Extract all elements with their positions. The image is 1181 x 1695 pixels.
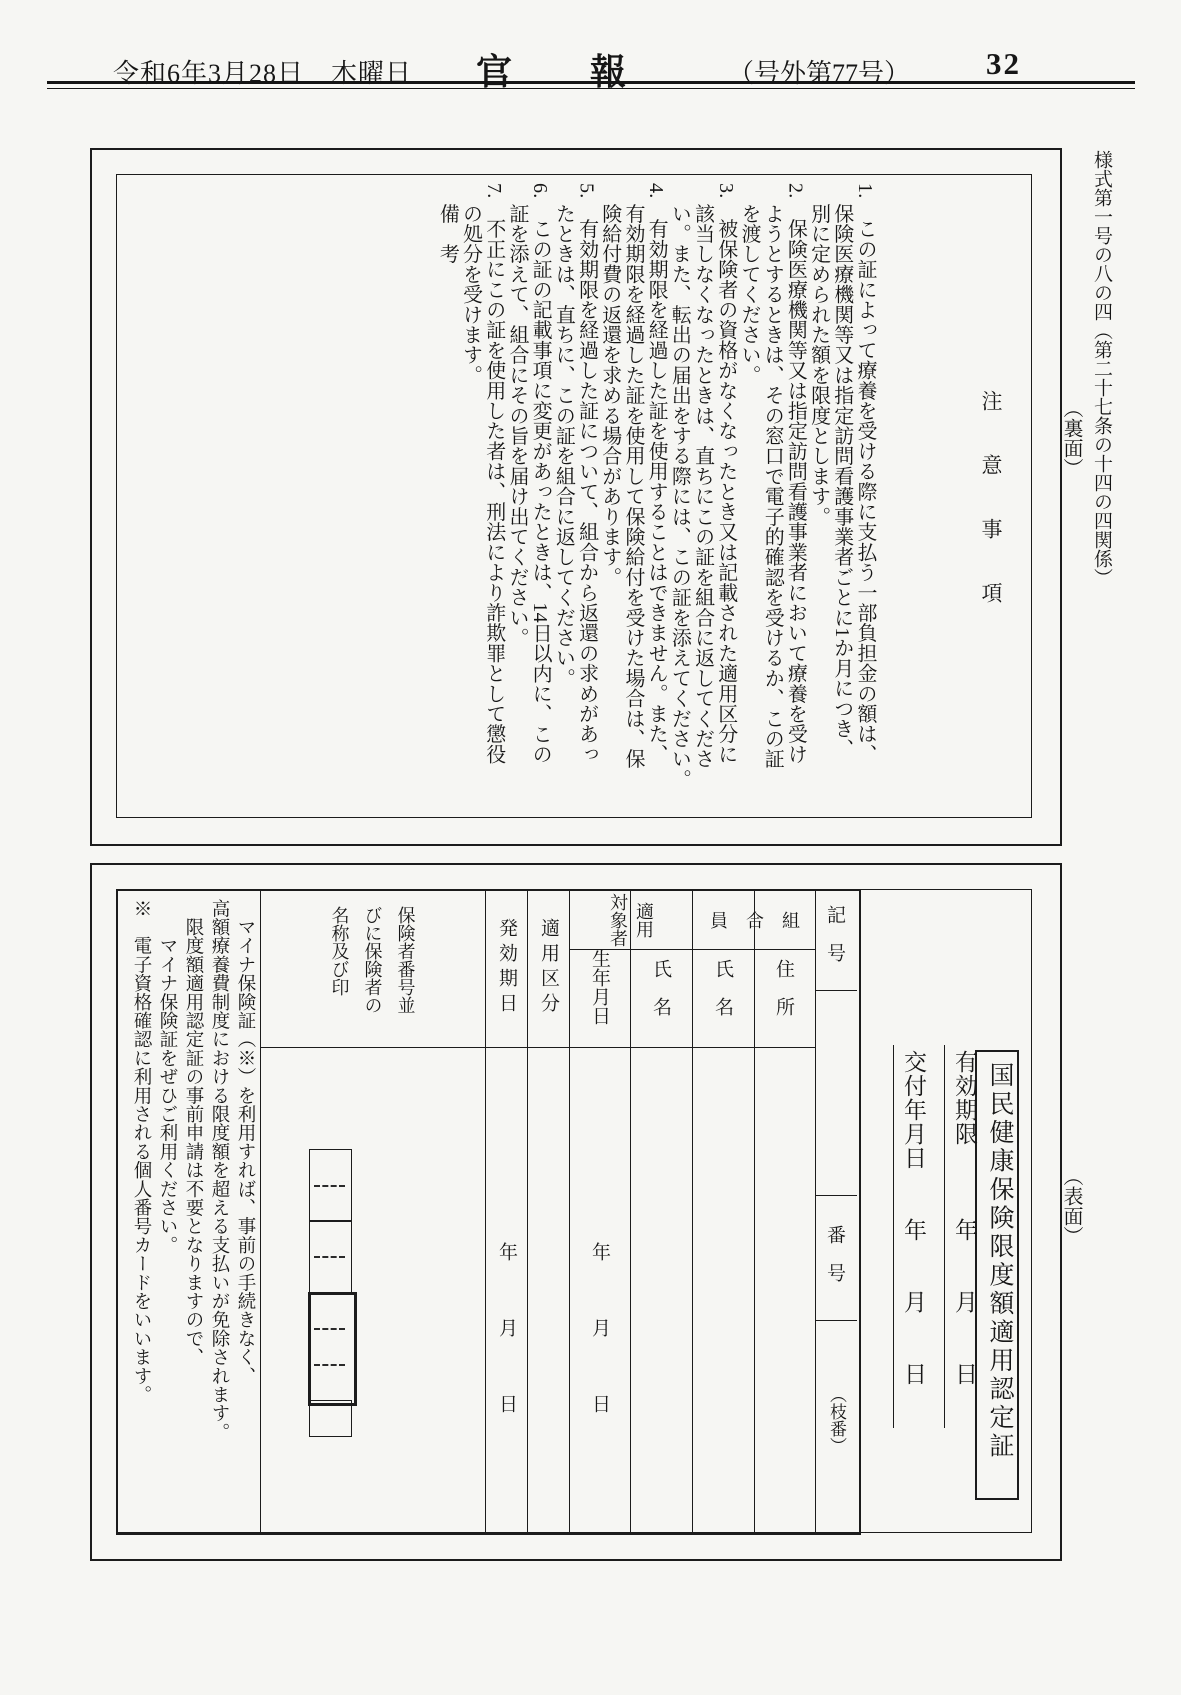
text-line: 員 (708, 911, 728, 929)
text-line: を渡してください。 (737, 183, 760, 385)
category-label: 適用区分 (538, 918, 559, 1018)
header-rule (47, 81, 1135, 89)
myna-note (126, 899, 258, 1525)
digit-dash-4 (314, 1364, 345, 1366)
text-line: 対象者 (608, 893, 628, 947)
certificate-title: 国民健康保険限度額適用認定証 (986, 1062, 1013, 1461)
col-line-4 (630, 891, 631, 1533)
text-line: ようとするときは、その窓口で電子的確認を受けるか、この証 (761, 183, 784, 769)
text-line: 2. 保険医療機関等又は指定訪問看護事業者において療養を受け (784, 183, 807, 764)
insurer-number-box-3-bold (308, 1292, 357, 1406)
col-line-3 (692, 891, 693, 1533)
text-line: たときは、直ちに、この証を組合に返してください。 (552, 183, 575, 688)
text-line: 合 (744, 911, 764, 929)
front-side-label: （表面） (1060, 1166, 1082, 1246)
symbol-divider-1 (815, 990, 857, 991)
digit-dash-3 (314, 1328, 345, 1330)
masthead-kanpo: 官 報 (476, 52, 629, 92)
subject-name-label: 氏 名 (650, 959, 671, 1016)
text-line: 1. この証によって療養を受ける際に支払う一部負担金の額は、 (854, 183, 876, 764)
page-number: 32 (986, 46, 1021, 81)
text-line: 限度額適用認定証の事前申請は不要となりますので、 (183, 899, 203, 1367)
col-line-2 (754, 891, 755, 1533)
text-line: 険給付費の返還を求める場合があります。 (598, 183, 621, 587)
text-line: 組 (780, 911, 800, 929)
notes-title: 注 意 事 項 (979, 390, 1003, 614)
notes-list (428, 183, 876, 823)
digit-dash-2 (314, 1256, 345, 1258)
text-line: 4. 有効期限を経過した証を使用することはできません。また、 (645, 183, 668, 764)
subject-group-label (569, 891, 692, 949)
insurer-label (260, 893, 485, 1047)
valid-until-line: 有効期限 年 月 日 (952, 1050, 977, 1386)
text-line: 別に定められた額を限度とします。 (807, 183, 830, 527)
number-label: 番 号 (824, 1225, 845, 1282)
effective-date-label: 発効期日 (496, 918, 517, 1018)
col-line-6 (527, 891, 528, 1533)
text-line: 有効期限を経過した証を使用して保険給付を受けた場合は、保 (621, 183, 644, 769)
text-line: マイナ保険証（※）を利用すれば、事前の手続きなく、 (235, 899, 255, 1386)
col-line-7 (485, 891, 486, 1533)
symbol-label: 記 号 (824, 905, 845, 962)
address-label: 住 所 (773, 959, 794, 1016)
issue-number: （号外第77号） (728, 59, 911, 88)
birthdate-label: 生年月日 (589, 949, 610, 1025)
text-line: 3. 被保険者の資格がなくなったとき又は記載された適用区分に (714, 183, 737, 764)
issue-date: 令和6年3月28日 木曜日 (113, 59, 413, 88)
branch-number-label: （枝番） (827, 1386, 846, 1454)
label-value-divider (260, 1047, 815, 1048)
member-name-label: 氏 名 (712, 959, 733, 1016)
effective-date-value-placeholder: 年 月 日 (496, 1242, 517, 1413)
text-line: 適用 (634, 902, 654, 938)
symbol-divider-2 (815, 1195, 857, 1196)
text-line: 7. 不正にこの証を使用した者は、刑法により詐欺罪として懲役 (482, 183, 505, 764)
text-line: 5. 有効期限を経過した証について、組合から返還の求めがあっ (575, 183, 598, 764)
insurer-number-box-4 (309, 1400, 352, 1437)
text-line: 保険者番号並 (395, 906, 416, 1014)
text-line: 6. この証の記載事項に変更があったときは、14日以内に、この (529, 183, 552, 765)
text-line: 名称及び印 (329, 906, 350, 996)
member-group-label (692, 891, 815, 949)
text-line: 保険医療機関等又は指定訪問看護事業者ごとに1か月につき、 (830, 183, 853, 759)
text-line: 高額療養費制度における限度額を超える支払いが免除されます。 (209, 899, 229, 1442)
col-line-5 (569, 891, 570, 1533)
valid-until-underline (944, 1045, 945, 1428)
back-side-label: （裏面） (1060, 398, 1082, 478)
text-line: びに保険者の (362, 906, 383, 1014)
text-line: い。また、転出の届出をする際には、この証を添えてください。 (668, 183, 691, 789)
issued-on-underline (893, 1045, 894, 1428)
symbol-divider-3 (815, 1320, 857, 1321)
text-line: 該当しなくなったときは、直ちにこの証を組合に返してくださ (691, 183, 714, 769)
text-line: 証を添えて、組合にその旨を届け出てください。 (505, 183, 528, 648)
text-line: マイナ保険証をぜひご利用ください。 (157, 899, 177, 1255)
issued-on-line: 交付年月日 年 月 日 (901, 1050, 926, 1386)
birthdate-value-placeholder: 年 月 日 (589, 1242, 610, 1413)
digit-dash-1 (314, 1185, 345, 1187)
certificate-table (116, 889, 861, 1535)
text-line: ※ 電子資格確認に利用される個人番号カードをいいます。 (131, 899, 151, 1404)
text-line: 備 考 (436, 183, 459, 264)
col-line-1 (815, 891, 816, 1533)
form-number-caption: 様式第一号の八の四（第二十七条の十四の四関係） (1091, 150, 1112, 587)
text-line: の処分を受けます。 (459, 183, 482, 385)
